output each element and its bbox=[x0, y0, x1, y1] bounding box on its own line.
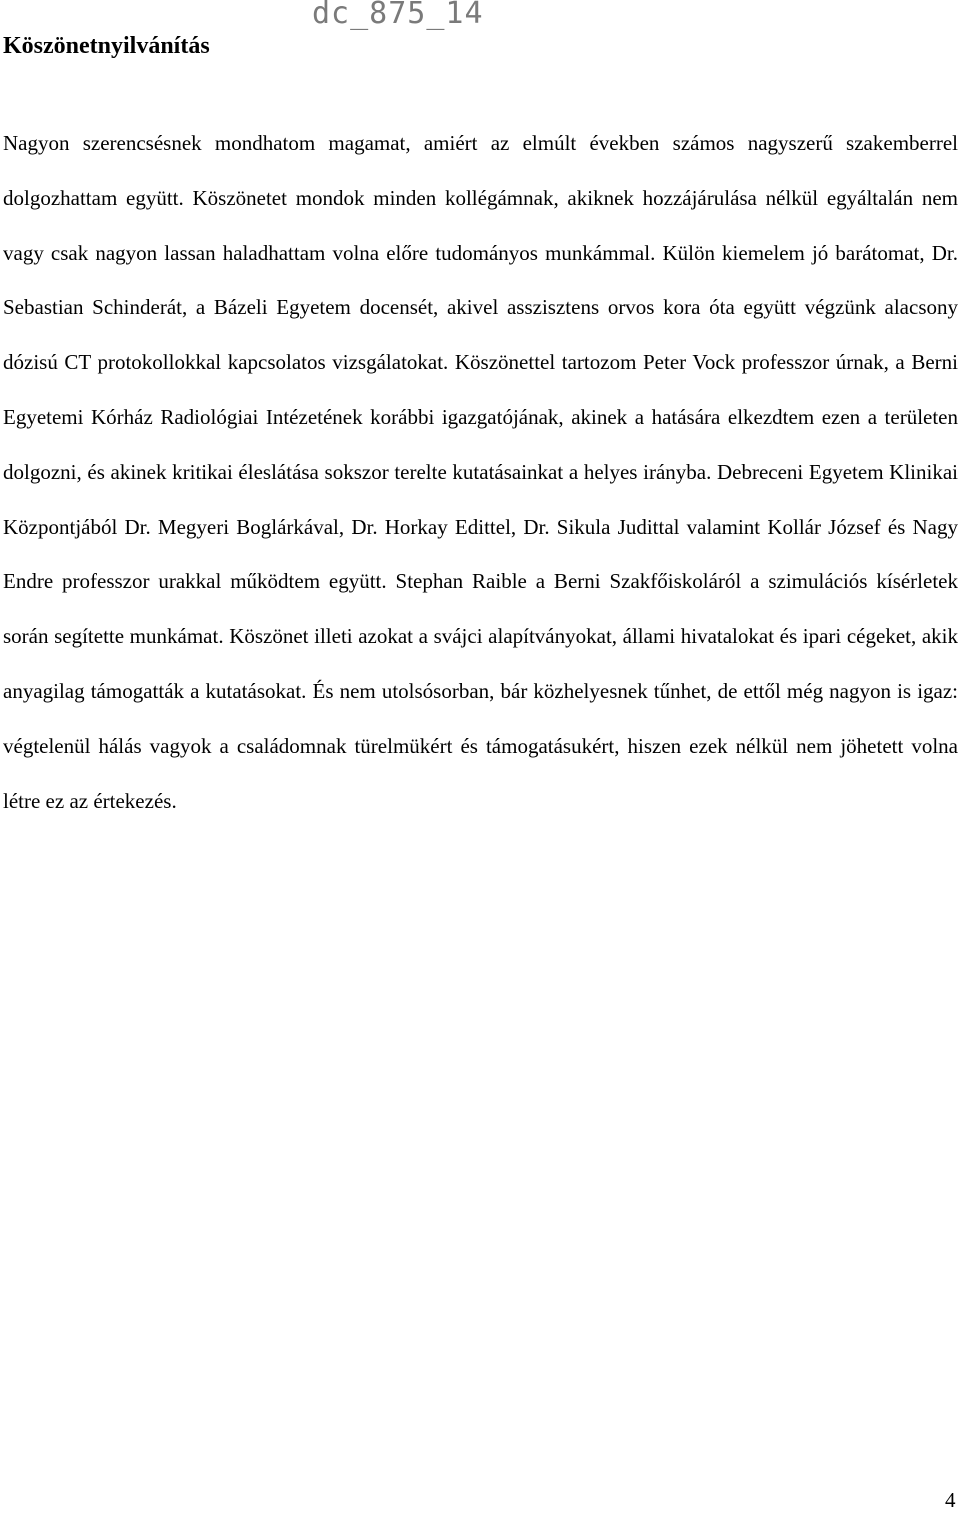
document-id: dc_875_14 bbox=[312, 0, 484, 31]
acknowledgement-paragraph: Nagyon szerencsésnek mondhatom magamat, amiért az elmúlt években számos nagyszerű szakemberrel dolgozhattam együtt. Köszönetet mondok minden kollégámnak, akiknek hozzájárulása nélkül egyáltalán nem vagy csak nagyon lassan haladhattam volna előre tudományos munkámmal. Külön kiemelem jó barátomat, Dr. Sebastian Schinderát, a Bázeli Egyetem docensét, akivel asszisztens orvos kora óta együtt végzünk alacsony dózisú CT protokollokkal kapcsolatos vizsgálatokat. Köszönettel tartozom Peter Vock professzor úrnak, a Berni Egyetemi Kórház Radiológiai Intézetének korábbi igazgatójának, akinek a hatására elkezdtem ezen a területen dolgozni, és akinek kritikai éleslátása sokszor terelte kutatásainkat a helyes irányba. Debreceni Egyetem Klinikai Központjából Dr. Megyeri Boglárkával, Dr. Horkay Edittel, Dr. Sikula Judittal valamint Kollár József és Nagy Endre professzor urakkal működtem együtt. Stephan Raible a Berni Szakfőiskoláról a szimulációs kísérletek során segítette munkámat. Köszönet illeti azokat a svájci alapítványokat, állami hivatalokat és ipari cégeket, akik anyagilag támogatták a kutatásokat. És nem utolsósorban, bár közhelyesnek tűnhet, de ettől még nagyon is igaz: végtelenül hálás vagyok a családomnak türelmükért és támogatásukért, hiszen ezek nélkül nem jöhetett volna létre ez az értekezés. bbox=[3, 131, 958, 813]
page-number: 4 bbox=[945, 1488, 956, 1512]
page-title: Köszönetnyilvánítás bbox=[3, 33, 210, 59]
